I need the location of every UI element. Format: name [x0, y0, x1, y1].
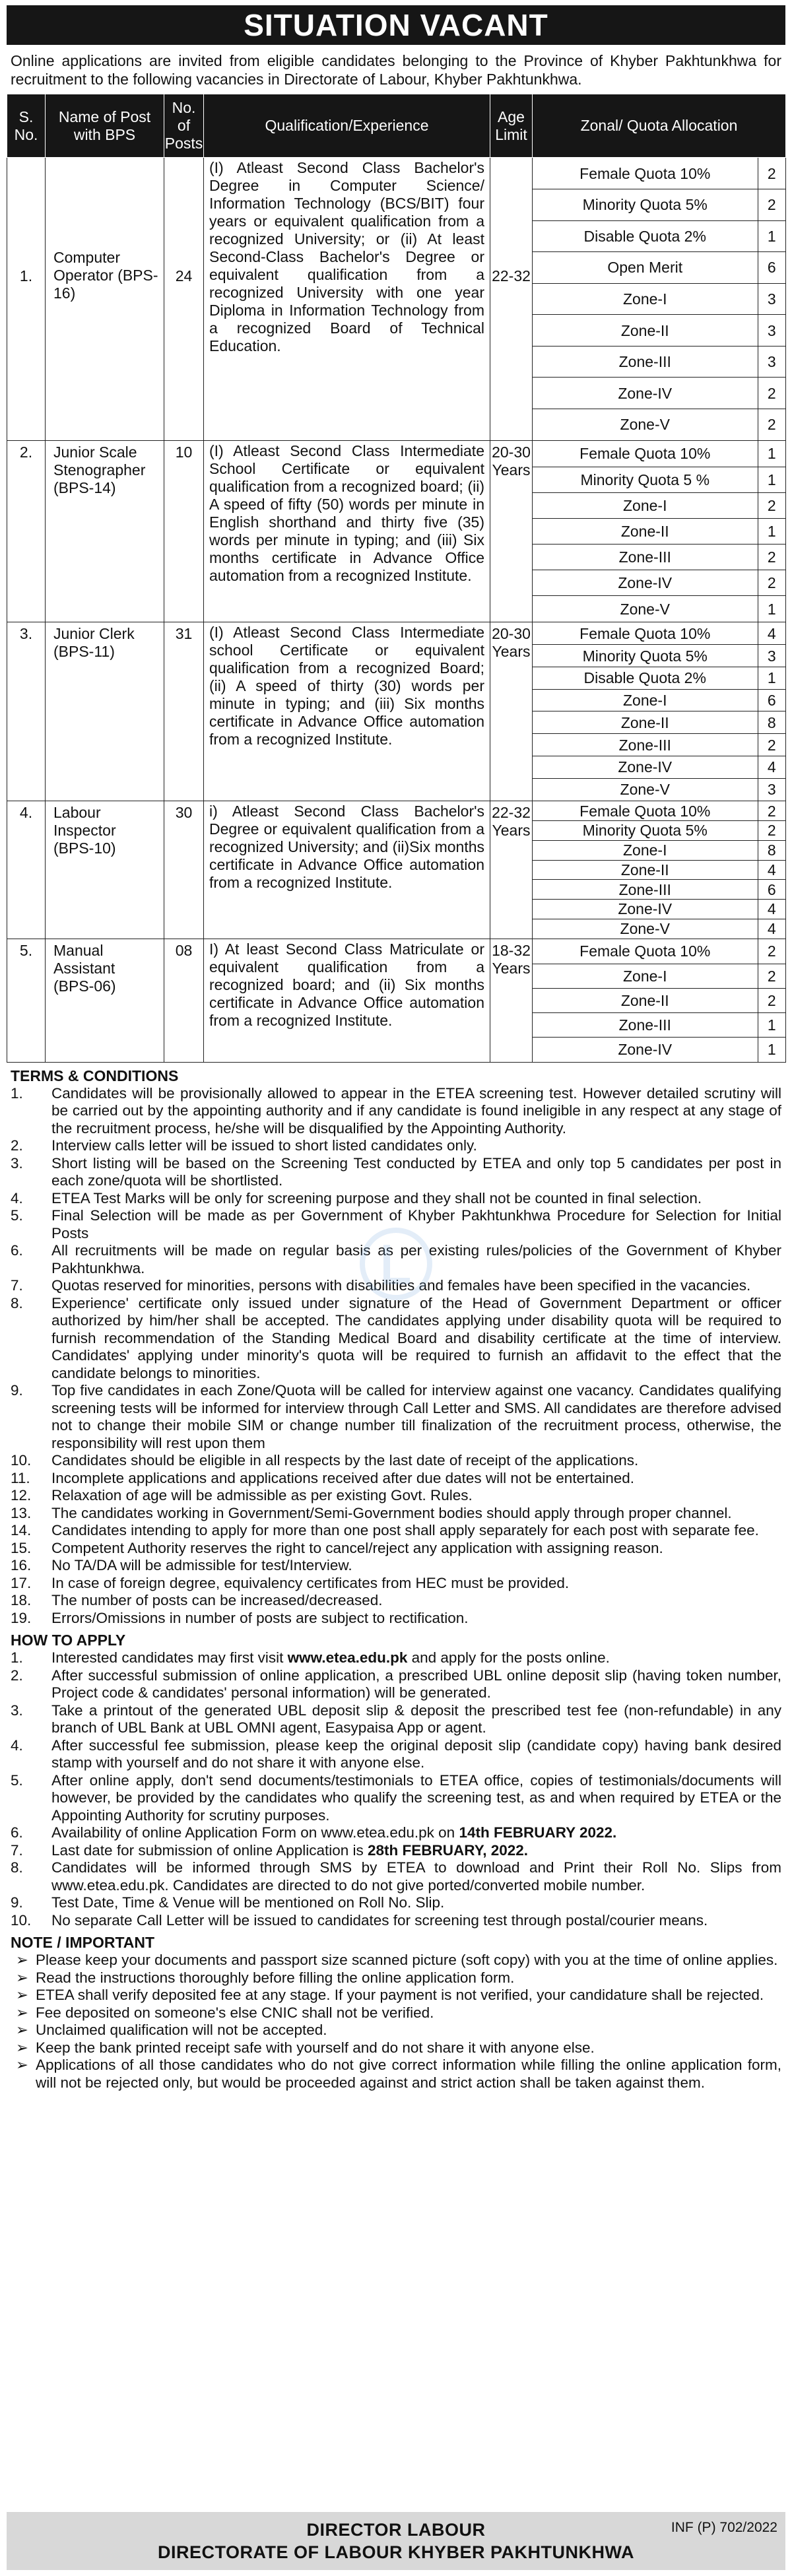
- quota-name: Zone-I: [533, 840, 758, 860]
- table-row: [7, 939, 786, 1062]
- row-post-name: Junior Clerk (BPS-11): [46, 622, 164, 801]
- quota-value: 1: [758, 220, 785, 252]
- quota-value: 2: [758, 801, 785, 821]
- apply-text: Take a printout of the generated UBL deposit slip & deposit the prescribed test fee (non-refundable) in any branch of UBL Bank at UBL OMNI agent, Easypaisa App or agent.: [51, 1701, 781, 1736]
- table-row: [7, 158, 786, 441]
- quota-row: [533, 689, 785, 711]
- quota-name: Zone-III: [533, 544, 758, 570]
- row-posts-count: 08: [164, 939, 204, 1062]
- terms-list: [11, 1085, 781, 1628]
- apply-item: [11, 1859, 781, 1894]
- note-item: [11, 1969, 781, 1987]
- term-number: 13.: [11, 1504, 32, 1521]
- arrow-bullet-icon: ➢: [16, 2022, 28, 2039]
- quota-name: Minority Quota 5%: [533, 645, 758, 667]
- term-item: [11, 1522, 781, 1540]
- quota-table: [533, 801, 785, 939]
- table-row: [7, 440, 786, 622]
- note-text: Fee deposited on someone's else CNIC shall not be verified.: [36, 2004, 434, 2021]
- quota-name: Zone-I: [533, 689, 758, 711]
- row-sno: 3.: [7, 622, 46, 801]
- quota-row: [533, 988, 785, 1012]
- note-text: Keep the bank printed receipt safe with yourself and do not share it with anyone else.: [36, 2039, 595, 2056]
- quota-row: [533, 840, 785, 860]
- apply-text: Candidates will be informed through SMS by ETEA to download and Print their Roll No. Slips from www.etea.edu.pk. Candidates are directed to do not give ported/converted mobile number.: [51, 1859, 781, 1894]
- apply-number: 9.: [11, 1894, 23, 1911]
- apply-item: [11, 1842, 781, 1860]
- apply-text: After successful submission of online application, a prescribed UBL online deposit slip (having token number, Project code & candidates' personal information) will be generated.: [51, 1667, 781, 1701]
- footer: [7, 2512, 785, 2570]
- quota-row: [533, 860, 785, 880]
- quota-value: 4: [758, 899, 785, 919]
- term-text: Errors/Omissions in number of posts are subject to rectification.: [51, 1609, 469, 1626]
- term-item: [11, 1382, 781, 1452]
- quota-row: [533, 899, 785, 919]
- quota-value: 4: [758, 622, 785, 645]
- quota-name: Zone-III: [533, 1012, 758, 1037]
- row-qualification: (I) Atleast Second Class Bachelor's Degree in Computer Science/ Information Technology (BCS/BIT) four years or equivalent qualification from a recognized University; or (ii) At least Second-Class Bachelor's Degree or equivalent qualification from a recognized University with one year Diploma in Information Technology from a recognized Board of Technical Education.: [204, 158, 490, 441]
- note-item: [11, 1987, 781, 2004]
- apply-text: No separate Call Letter will be issued to candidates for screening test through postal/courier means.: [51, 1911, 708, 1929]
- row-posts-count: 10: [164, 440, 204, 622]
- apply-item: [11, 1912, 781, 1930]
- quota-value: 1: [758, 667, 785, 689]
- note-text: Read the instructions thoroughly before filling the online application form.: [36, 1969, 515, 1986]
- quota-name: Zone-II: [533, 711, 758, 734]
- arrow-bullet-icon: ➢: [16, 2004, 28, 2021]
- term-number: 11.: [11, 1469, 30, 1486]
- apply-text: Interested candidates may first visit: [51, 1649, 288, 1667]
- apply-number: 2.: [11, 1667, 23, 1684]
- quota-value: 2: [758, 939, 785, 964]
- quota-value: 1: [758, 467, 785, 492]
- row-qualification: (I) Atleast Second Class Intermediate School Certificate or equivalent qualification from a recognized board; (ii) A speed of fifty (50) words per minute in English shorthand and thirty five (35) words per minute in typing; and (iii) Six months certificate in Advance Office automation from a recognized Institute.: [204, 440, 490, 622]
- quota-row: [533, 409, 785, 440]
- header-quota: Zonal/ Quota Allocation: [533, 94, 786, 158]
- term-text: ETEA Test Marks will be only for screening purpose and they shall not be counted in final selection.: [51, 1189, 702, 1206]
- apply-number: 4.: [11, 1736, 23, 1754]
- quota-name: Female Quota 10%: [533, 801, 758, 821]
- quota-value: 8: [758, 711, 785, 734]
- quota-row: [533, 1038, 785, 1062]
- quota-value: 6: [758, 689, 785, 711]
- term-text: Interview calls letter will be issued to short listed candidates only.: [51, 1137, 477, 1154]
- quota-value: 3: [758, 346, 785, 378]
- quota-name: Zone-I: [533, 283, 758, 315]
- apply-number: 8.: [11, 1859, 23, 1876]
- term-item: [11, 1575, 781, 1593]
- quota-row: [533, 596, 785, 622]
- quota-value: 2: [758, 821, 785, 841]
- term-text: Competent Authority reserves the right to cancel/reject any application with assigning reason.: [51, 1539, 663, 1556]
- apply-number: 10.: [11, 1911, 32, 1929]
- row-qualification: (I) Atleast Second Class Intermediate school Certificate or equivalent qualification from a recognized Board; (ii) A speed of thirty (30) words per minute in typing; and (iii) Six months certificate in Advance Office automation from a recognized Institute.: [204, 622, 490, 801]
- term-item: [11, 1540, 781, 1558]
- quota-row: [533, 220, 785, 252]
- row-post-name: Computer Operator (BPS-16): [46, 158, 164, 441]
- quota-value: 2: [767, 416, 776, 434]
- quota-row: [533, 467, 785, 492]
- arrow-bullet-icon: ➢: [16, 2039, 28, 2056]
- row-posts-count: 31: [164, 622, 204, 801]
- quota-row: [533, 919, 785, 939]
- row-age-limit: 22-32: [490, 158, 533, 441]
- quota-name: Zone-II: [533, 518, 758, 544]
- header-post: Name of Post with BPS: [46, 94, 164, 158]
- term-number: 10.: [11, 1452, 32, 1469]
- quota-name: Zone-III: [533, 346, 758, 378]
- how-to-apply-list: [11, 1649, 781, 1929]
- term-number: 17.: [11, 1574, 32, 1591]
- quota-row: [533, 711, 785, 734]
- quota-name: Minority Quota 5%: [533, 821, 758, 841]
- term-number: 4.: [11, 1189, 23, 1206]
- quota-value: 4: [758, 860, 785, 880]
- footer-department: DIRECTORATE OF LABOUR KHYBER PAKHTUNKHWA: [158, 2542, 634, 2562]
- term-number: 2.: [11, 1137, 23, 1154]
- row-age-limit: 22-32 Years: [490, 801, 533, 939]
- quota-name: Zone-V: [533, 409, 758, 440]
- term-item: [11, 1610, 781, 1628]
- quota-name: Zone-V: [533, 778, 758, 801]
- term-text: The candidates working in Government/Semi-Government bodies should apply through proper channel.: [51, 1504, 732, 1521]
- quota-row: [533, 667, 785, 689]
- quota-row: [533, 189, 785, 221]
- quota-table: [533, 939, 785, 1062]
- term-item: [11, 1592, 781, 1610]
- apply-number: 6.: [11, 1824, 23, 1841]
- quota-row: [533, 821, 785, 841]
- term-item: [11, 1137, 781, 1155]
- quota-name: Zone-IV: [533, 570, 758, 596]
- term-text: Quotas reserved for minorities, persons with disabilities and females have been specified in the vacancies.: [51, 1277, 751, 1294]
- quota-name: Zone-III: [533, 880, 758, 900]
- term-text: Candidates will be provisionally allowed to appear in the ETEA screening test. However detailed scrutiny will be carried out by the appointing authority and if any candidate is found ineligible in any respect at any stage of the recruitment process, he/she will be disqualified by the Appointing Authority.: [51, 1084, 781, 1137]
- vacancy-table-body: [7, 158, 786, 1063]
- quota-value: 2: [758, 378, 785, 409]
- quota-value: 2: [758, 964, 785, 988]
- quota-name: Zone-IV: [533, 1038, 758, 1062]
- quota-value: 1: [767, 1041, 776, 1059]
- note-item: [11, 2039, 781, 2057]
- row-age-limit: 18-32 Years: [490, 939, 533, 1062]
- quota-value: 4: [758, 756, 785, 778]
- quota-row: [533, 346, 785, 378]
- quota-row: [533, 570, 785, 596]
- term-item: [11, 1505, 781, 1523]
- header-age: Age Limit: [490, 94, 533, 158]
- quota-row: [533, 283, 785, 315]
- term-number: 8.: [11, 1294, 23, 1311]
- quota-name: Zone-V: [533, 596, 758, 622]
- row-qualification: I) At least Second Class Matriculate or equivalent qualification from a recognized board; and (ii) Six months certificate in Advance Office automation from a recognized Institute.: [204, 939, 490, 1062]
- term-text: All recruitments will be made on regular basis as per existing rules/policies of the Government of Khyber Pakhtunkhwa.: [51, 1242, 781, 1276]
- footer-reference: INF (P) 702/2022: [671, 2520, 777, 2535]
- row-sno: 4.: [7, 801, 46, 939]
- row-posts-count: 24: [164, 158, 204, 441]
- row-sno: 2.: [7, 440, 46, 622]
- quota-value: 2: [758, 570, 785, 596]
- quota-name: Female Quota 10%: [533, 158, 758, 189]
- quota-name: Open Merit: [533, 252, 758, 284]
- quota-row: [533, 801, 785, 821]
- how-to-apply-title: HOW TO APPLY: [11, 1632, 126, 1649]
- note-item: [11, 2057, 781, 2092]
- term-item: [11, 1155, 781, 1190]
- row-quota-cell: [533, 801, 786, 939]
- apply-item: [11, 1667, 781, 1702]
- quota-name: Zone-III: [533, 734, 758, 756]
- row-sno: 5.: [7, 939, 46, 1062]
- term-item: [11, 1085, 781, 1138]
- arrow-bullet-icon: ➢: [16, 2057, 28, 2074]
- quota-value: 2: [758, 544, 785, 570]
- quota-value: 1: [767, 600, 776, 618]
- term-text: Final Selection will be made as per Government of Khyber Pakhtunkhwa Procedure for Selection for Initial Posts: [51, 1207, 781, 1241]
- note-item: [11, 1952, 781, 1969]
- apply-text: After online apply, don't send documents/testimonials to ETEA office, copies of testimonials/documents will however, be provided by the candidates who qualify the screening test, as and when required by ETEA or the Appointing Authority for scrutiny purposes.: [51, 1771, 781, 1824]
- apply-item: [11, 1737, 781, 1772]
- quota-name: Zone-II: [533, 988, 758, 1012]
- apply-item: [11, 1824, 781, 1842]
- quota-name: Zone-IV: [533, 756, 758, 778]
- note-text: Please keep your documents and passport size scanned picture (soft copy) with you at the time of online applies.: [36, 1952, 778, 1969]
- quota-row: [533, 158, 785, 189]
- quota-row: [533, 1012, 785, 1037]
- note-item: [11, 2004, 781, 2022]
- quota-name: Zone-II: [533, 315, 758, 347]
- row-age-limit: 20-30 Years: [490, 440, 533, 622]
- quota-row: [533, 315, 785, 347]
- table-row: [7, 622, 786, 801]
- table-row: [7, 801, 786, 939]
- term-number: 12.: [11, 1487, 32, 1504]
- apply-item: [11, 1649, 781, 1667]
- term-text: Incomplete applications and applications received after due dates will not be entertained.: [51, 1469, 635, 1486]
- arrow-bullet-icon: ➢: [16, 1987, 28, 2004]
- apply-text: Last date for submission of online Application is: [51, 1841, 368, 1859]
- quota-name: Zone-I: [533, 964, 758, 988]
- quota-row: [533, 518, 785, 544]
- apply-bold-text: 28th FEBRUARY, 2022.: [368, 1841, 529, 1859]
- quota-name: Female Quota 10%: [533, 939, 758, 964]
- apply-number: 1.: [11, 1649, 23, 1667]
- term-text: Short listing will be based on the Screening Test conducted by ETEA and only top 5 candidates per post in each zone/quota will be shortlisted.: [51, 1154, 781, 1189]
- notes-title: NOTE / IMPORTANT: [11, 1934, 155, 1952]
- term-number: 9.: [11, 1382, 23, 1399]
- term-item: [11, 1295, 781, 1383]
- note-text: Unclaimed qualification will not be accepted.: [36, 2022, 327, 2039]
- quota-value: 8: [758, 840, 785, 860]
- row-post-name: Labour Inspector (BPS-10): [46, 801, 164, 939]
- footer-signatory: DIRECTOR LABOUR: [306, 2520, 486, 2540]
- term-text: Experience' certificate only issued under signature of the Head of Government Department or officer authorized by him/her shall be accepted. The candidates applying under disability quota will be required to furnish recommendation of the Standing Medical Board and disability certificate at the time of interview. Candidates' applying under minority's quota will be required to furnish an affidavit to the effect that the candidate belongs to minorities.: [51, 1294, 781, 1381]
- quota-table: [533, 622, 785, 801]
- term-item: [11, 1487, 781, 1505]
- apply-number: 7.: [11, 1841, 23, 1859]
- quota-value: 4: [767, 920, 776, 938]
- quota-row: [533, 645, 785, 667]
- apply-item: [11, 1702, 781, 1737]
- page-title: SITUATION VACANT: [7, 5, 785, 45]
- note-text: Applications of all those candidates who do not give correct information while filling the online application form, will not be rejected only, but would be proceeded against and strict action shall be taken against them.: [36, 2057, 781, 2091]
- arrow-bullet-icon: ➢: [16, 1952, 28, 1969]
- term-text: The number of posts can be increased/decreased.: [51, 1592, 383, 1609]
- header-sno: S. No.: [7, 94, 46, 158]
- row-quota-cell: [533, 158, 786, 441]
- term-number: 7.: [11, 1277, 23, 1294]
- quota-name: Zone-V: [533, 919, 758, 939]
- quota-value: 2: [758, 189, 785, 221]
- term-number: 5.: [11, 1207, 23, 1224]
- quota-row: [533, 544, 785, 570]
- intro-text: Online applications are invited from eligible candidates belonging to the Province of Khyber Pakhtunkhwa for recruitment to the following vacancies in Directorate of Labour, Khyber Pakhtunkhwa.: [11, 52, 781, 88]
- quota-name: Disable Quota 2%: [533, 220, 758, 252]
- term-number: 15.: [11, 1539, 32, 1556]
- term-item: [11, 1557, 781, 1575]
- quota-row: [533, 756, 785, 778]
- quota-name: Minority Quota 5%: [533, 189, 758, 221]
- watermark-logo-icon: [360, 1228, 432, 1300]
- quota-row: [533, 939, 785, 964]
- quota-row: [533, 492, 785, 518]
- terms-title: TERMS & CONDITIONS: [11, 1067, 179, 1084]
- quota-value: 2: [758, 734, 785, 756]
- term-text: No TA/DA will be admissible for test/Interview.: [51, 1557, 352, 1574]
- note-item: [11, 2022, 781, 2039]
- quota-name: Female Quota 10%: [533, 622, 758, 645]
- term-text: In case of foreign degree, equivalency certificates from HEC must be provided.: [51, 1574, 570, 1591]
- quota-value: 6: [758, 252, 785, 284]
- quota-row: [533, 378, 785, 409]
- row-qualification: i) Atleast Second Class Bachelor's Degree or equivalent qualification from a recognized University; and (ii)Six months certificate in Advance Office automation from a recognized Institute.: [204, 801, 490, 939]
- row-post-name: Manual Assistant (BPS-06): [46, 939, 164, 1062]
- apply-text: Test Date, Time & Venue will be mentioned on Roll No. Slip.: [51, 1894, 445, 1911]
- term-text: Relaxation of age will be admissible as per existing Govt. Rules.: [51, 1487, 473, 1504]
- term-number: 3.: [11, 1154, 23, 1172]
- quota-name: Zone-II: [533, 860, 758, 880]
- header-qualification: Qualification/Experience: [204, 94, 490, 158]
- quota-value: 6: [758, 880, 785, 900]
- vacancy-table: [7, 94, 786, 1063]
- term-item: [11, 1470, 781, 1488]
- quota-name: Zone-I: [533, 492, 758, 518]
- apply-text: Availability of online Application Form on www.etea.edu.pk on: [51, 1824, 459, 1841]
- notes-list: [11, 1952, 781, 2092]
- note-text: ETEA shall verify deposited fee at any stage. If your payment is not verified, your candidature shall be rejected.: [36, 1987, 764, 2004]
- row-posts-count: 30: [164, 801, 204, 939]
- term-number: 18.: [11, 1592, 32, 1609]
- row-quota-cell: [533, 440, 786, 622]
- quota-row: [533, 734, 785, 756]
- row-quota-cell: [533, 622, 786, 801]
- apply-item: [11, 1894, 781, 1912]
- term-number: 14.: [11, 1522, 32, 1539]
- quota-row: [533, 778, 785, 801]
- term-item: [11, 1452, 781, 1470]
- quota-row: [533, 880, 785, 900]
- quota-value: 1: [758, 518, 785, 544]
- row-sno: 1.: [7, 158, 46, 441]
- term-number: 6.: [11, 1242, 23, 1259]
- term-text: Candidates intending to apply for more than one post shall apply separately for each post with separate fee.: [51, 1522, 759, 1539]
- quota-row: [533, 441, 785, 467]
- term-number: 16.: [11, 1557, 32, 1574]
- quota-value: 1: [758, 441, 785, 467]
- quota-name: Female Quota 10%: [533, 441, 758, 467]
- table-header-row: [7, 94, 786, 158]
- term-number: 19.: [11, 1609, 32, 1626]
- quota-value: 2: [758, 158, 785, 189]
- quota-value: 2: [758, 492, 785, 518]
- apply-text: After successful fee submission, please keep the original deposit slip (candidate copy) having bank desired stamp with yourself and do not share it with anyone else.: [51, 1736, 781, 1771]
- quota-value: 3: [758, 315, 785, 347]
- header-posts: No. of Posts: [164, 94, 204, 158]
- quota-name: Zone-IV: [533, 378, 758, 409]
- row-post-name: Junior Scale Stenographer (BPS-14): [46, 440, 164, 622]
- quota-value: 3: [767, 781, 776, 799]
- quota-row: [533, 252, 785, 284]
- quota-name: Zone-IV: [533, 899, 758, 919]
- quota-table: [533, 441, 785, 622]
- apply-text-after: and apply for the posts online.: [407, 1649, 610, 1667]
- quota-row: [533, 964, 785, 988]
- quota-name: Disable Quota 2%: [533, 667, 758, 689]
- row-age-limit: 20-30 Years: [490, 622, 533, 801]
- quota-table: [533, 158, 785, 440]
- apply-number: 5.: [11, 1771, 23, 1789]
- term-item: [11, 1190, 781, 1208]
- apply-bold-text: www.etea.edu.pk: [287, 1649, 408, 1667]
- quota-row: [533, 622, 785, 645]
- apply-bold-text: 14th FEBRUARY 2022.: [459, 1824, 617, 1841]
- term-number: 1.: [11, 1084, 23, 1102]
- row-quota-cell: [533, 939, 786, 1062]
- quota-value: 1: [758, 1012, 785, 1037]
- quota-value: 2: [758, 988, 785, 1012]
- quota-value: 3: [758, 645, 785, 667]
- arrow-bullet-icon: ➢: [16, 1969, 28, 1986]
- term-text: Candidates should be eligible in all respects by the last date of receipt of the applications.: [51, 1452, 639, 1469]
- apply-number: 3.: [11, 1701, 23, 1719]
- term-text: Top five candidates in each Zone/Quota will be called for interview against one vacancy. Candidates qualifying screening tests will be informed for interview through Call Letter and SMS. All candidates are therefore advised not to change their mobile SIM or change number till finalization of the recruitment process, otherwise, the responsibility will rest upon them: [51, 1382, 781, 1451]
- quota-name: Minority Quota 5 %: [533, 467, 758, 492]
- apply-item: [11, 1772, 781, 1825]
- quota-value: 3: [758, 283, 785, 315]
